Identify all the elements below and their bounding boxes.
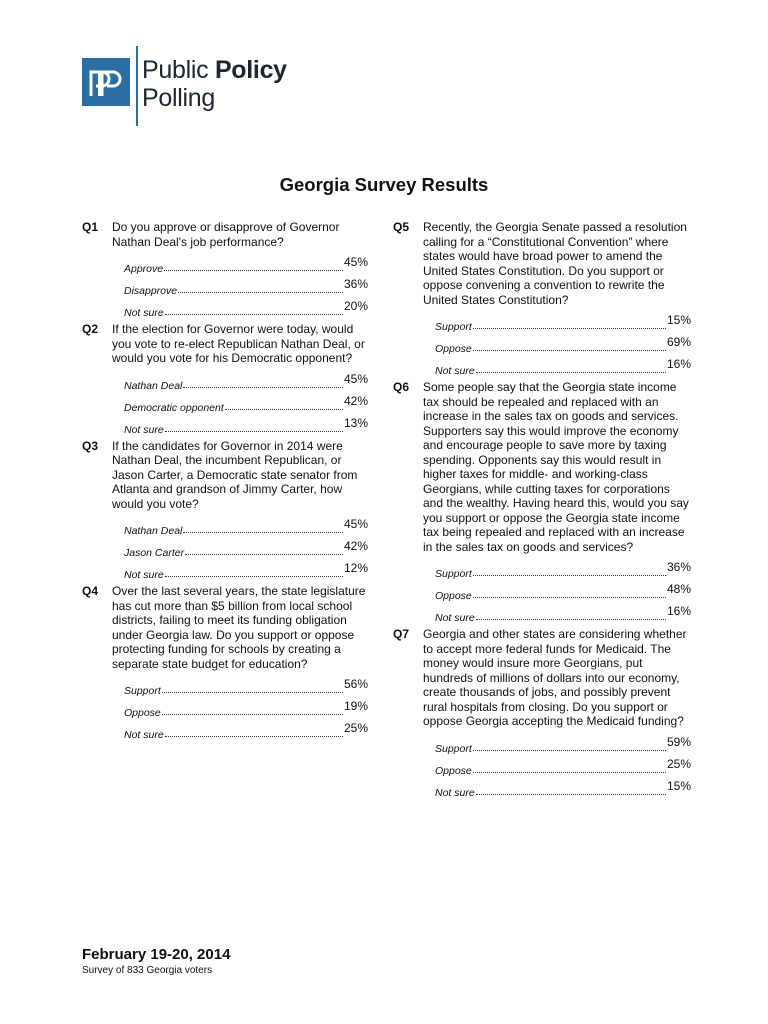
answer-percent: 36%	[343, 277, 368, 291]
logo-word-policy: Policy	[214, 56, 287, 84]
dot-leader	[473, 328, 666, 329]
dot-leader	[162, 714, 343, 715]
question-number: Q2	[82, 322, 99, 336]
answer-percent: 42%	[343, 539, 368, 553]
question-text: Recently, the Georgia Senate passed a resolution calling for a “Constitutional Convention” where states would have broad power to amend the United States Constitution. Do you support or oppose convening a convention to rewrite the United States Constitution?	[423, 220, 687, 307]
answer-row	[124, 697, 368, 719]
answer-row	[435, 755, 691, 777]
dot-leader	[165, 576, 343, 577]
answer-row	[124, 537, 368, 559]
answer-percent: 19%	[343, 699, 368, 713]
dot-leader	[165, 736, 343, 737]
logo-word-polling: Polling	[142, 84, 215, 112]
answer-row	[124, 253, 368, 275]
answer-label: Approve	[124, 263, 164, 275]
dot-leader	[473, 772, 666, 773]
answer-percent: 36%	[666, 560, 691, 574]
answer-percent: 56%	[343, 677, 368, 691]
answer-percent: 45%	[343, 371, 368, 386]
answer-row	[435, 602, 691, 624]
answer-label: Support	[435, 568, 472, 580]
dot-leader	[473, 597, 666, 598]
question-number: Q6	[393, 380, 410, 394]
answer-label: Not sure	[435, 786, 475, 799]
answer-label: Oppose	[124, 707, 161, 719]
answer-percent: 15%	[666, 313, 691, 327]
dot-leader	[183, 532, 343, 533]
question-text: If the candidates for Governor in 2014 were Nathan Deal, the incumbent Republican, or Jason Carter, a Democratic state senator from Atlanta and grandson of Jimmy Carter, how would you vote?	[112, 438, 358, 511]
answer-label: Oppose	[435, 343, 472, 355]
dot-leader	[164, 270, 343, 271]
answer-label: Not sure	[124, 569, 164, 581]
answer-row	[435, 558, 691, 580]
question-block	[82, 220, 368, 319]
answer-percent: 45%	[343, 255, 368, 269]
answer-percent: 15%	[666, 778, 691, 793]
dot-leader	[162, 692, 343, 693]
survey-sample-note: Survey of 833 Georgia voters	[82, 965, 213, 976]
answer-label: Not sure	[435, 365, 475, 377]
ppp-logo-icon	[82, 58, 130, 106]
question-number: Q7	[393, 627, 410, 641]
answer-row	[124, 370, 368, 392]
answer-row	[124, 392, 368, 414]
answer-percent: 45%	[343, 517, 368, 531]
logo-word-public: Public	[142, 56, 215, 84]
question-number: Q1	[82, 220, 99, 234]
question-text: Some people say that the Georgia state income tax should be repealed and replaced with an increase in the sales tax on goods and services. Supporters say this would improve the economy and encourage people to save more by taxing spending. Opponents say this would result in higher taxes for middle- and working-class Georgians, while cutting taxes for corporations and the wealthy. Having heard this, would you say you support or oppose the Georgia state income tax being repealed and replaced with an increase in the sales tax on goods and services?	[423, 380, 689, 554]
answer-row	[435, 733, 691, 755]
answer-label: Support	[435, 321, 472, 333]
question-block	[82, 584, 368, 741]
question-block	[82, 322, 368, 436]
answer-row	[124, 297, 368, 319]
dot-leader	[165, 431, 343, 432]
answer-label: Support	[124, 685, 161, 697]
dot-leader	[476, 619, 666, 620]
question-number: Q4	[82, 584, 99, 598]
logo-wordmark	[142, 56, 287, 112]
logo-divider	[136, 46, 138, 126]
answer-row	[435, 580, 691, 602]
answer-list	[124, 253, 368, 319]
answer-row	[435, 355, 691, 377]
answer-list	[124, 675, 368, 741]
answer-label: Nathan Deal	[124, 525, 183, 537]
answer-label: Not sure	[124, 729, 164, 741]
answer-row	[124, 675, 368, 697]
answer-label: Not sure	[124, 307, 164, 319]
question-block	[393, 627, 691, 799]
survey-date: February 19-20, 2014	[82, 946, 231, 963]
answer-percent: 69%	[666, 335, 691, 349]
left-column	[82, 220, 368, 741]
answer-label: Jason Carter	[124, 547, 185, 559]
answer-percent: 42%	[343, 393, 368, 408]
answer-percent: 25%	[343, 721, 368, 735]
answer-label: Democratic opponent	[124, 401, 224, 414]
answer-label: Oppose	[435, 590, 472, 602]
answer-percent: 20%	[343, 299, 368, 313]
dot-leader	[473, 575, 666, 576]
dot-leader	[476, 372, 666, 373]
answer-label: Disapprove	[124, 285, 178, 297]
answer-row	[435, 777, 691, 799]
question-block	[393, 380, 691, 624]
answer-list	[435, 733, 691, 799]
answer-list	[124, 370, 368, 436]
answer-row	[124, 719, 368, 741]
dot-leader	[165, 314, 343, 315]
answer-row	[435, 333, 691, 355]
question-text: Do you approve or disapprove of Governor Nathan Deal's job performance?	[112, 220, 340, 249]
dot-leader	[185, 554, 343, 555]
answer-percent: 13%	[343, 415, 368, 430]
answer-label: Oppose	[435, 764, 472, 777]
answer-row	[124, 414, 368, 436]
answer-row	[124, 275, 368, 297]
page-title: Georgia Survey Results	[279, 174, 489, 195]
answer-percent: 12%	[343, 561, 368, 575]
answer-label: Not sure	[435, 612, 475, 624]
answer-percent: 16%	[666, 357, 691, 371]
question-number: Q5	[393, 220, 410, 234]
answer-row	[124, 559, 368, 581]
answer-list	[124, 515, 368, 581]
answer-percent: 16%	[666, 604, 691, 618]
answer-percent: 59%	[666, 734, 691, 749]
question-number: Q3	[82, 438, 99, 453]
question-text: If the election for Governor were today, would you vote to re-elect Republican Nathan Deal, or would you vote for his Democratic opponent?	[112, 322, 365, 365]
answer-label: Support	[435, 742, 472, 755]
answer-row	[124, 515, 368, 537]
dot-leader	[183, 387, 343, 388]
answer-label: Not sure	[124, 423, 164, 436]
question-text: Georgia and other states are considering whether to accept more federal funds for Medicaid. The money would insure more Georgians, put hundreds of millions of dollars into our economy, create thousands of jobs, and possibly prevent rural hospitals from closing. Do you support or oppose Georgia accepting the Medicaid funding?	[423, 627, 687, 728]
dot-leader	[225, 409, 343, 410]
answer-list	[435, 311, 691, 377]
answer-percent: 48%	[666, 582, 691, 596]
answer-label: Nathan Deal	[124, 379, 183, 392]
question-block	[82, 439, 368, 582]
right-column	[393, 220, 691, 799]
dot-leader	[178, 292, 343, 293]
answer-percent: 25%	[666, 756, 691, 771]
answer-list	[435, 558, 691, 624]
answer-row	[435, 311, 691, 333]
dot-leader	[473, 750, 666, 751]
dot-leader	[476, 794, 666, 795]
question-text: Over the last several years, the state legislature has cut more than $5 billion from local school districts, failing to meet its funding obligation under Georgia law. Do you support or oppose protecting funding for schools by creating a separate state budget for education?	[112, 584, 366, 671]
dot-leader	[473, 350, 666, 351]
question-block	[393, 220, 691, 377]
